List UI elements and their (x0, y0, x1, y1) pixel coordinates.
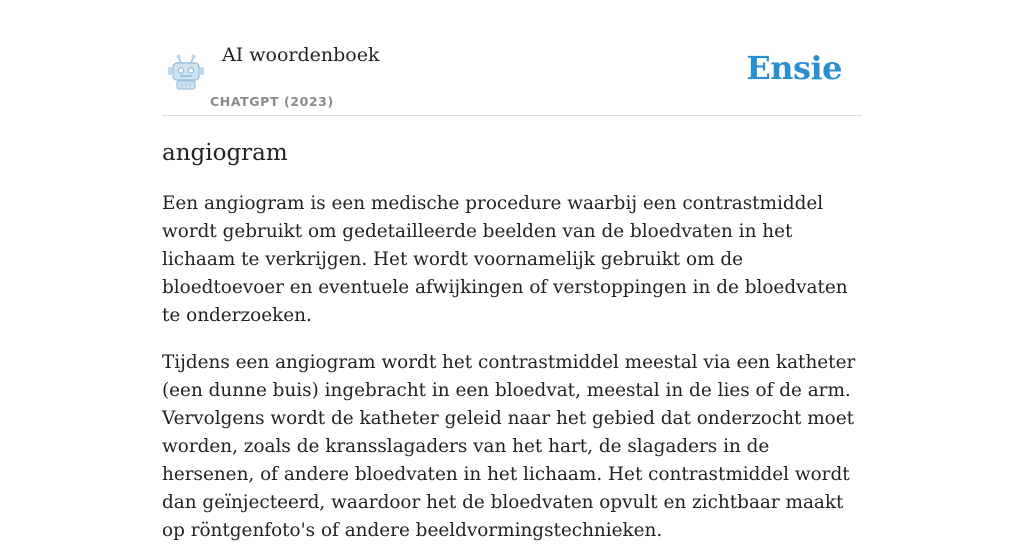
source-subtitle: CHATGPT (2023) (210, 94, 334, 109)
entry-term: angiogram (162, 140, 288, 166)
entry-definition (162, 190, 862, 545)
source-title[interactable]: AI woordenboek (222, 44, 380, 66)
brand-logo[interactable]: Ensie (746, 49, 842, 87)
definition-paragraph: Een angiogram is een medische procedure waarbij een contrastmiddel wordt gebruikt om gedetailleerde beelden van de bloedvaten in het lichaam te verkrijgen. Het wordt voornamelijk gebruikt om de bloedtoevoer en eventuele afwijkingen of verstoppingen in de bloedvaten te onderzoeken. (162, 193, 848, 326)
robot-icon (166, 52, 206, 90)
page (162, 0, 862, 545)
source-header (162, 0, 862, 116)
definition-paragraph: Tijdens een angiogram wordt het contrastmiddel meestal via een katheter (een dunne buis) ingebracht in een bloedvat, meestal in de lies of de arm. Vervolgens wordt de katheter geleid naar het gebied dat onderzocht moet worden, zoals de kransslagaders van het hart, de slagaders in de hersenen, of andere bloedvaten in het lichaam. Het contrastmiddel wordt dan geïnjecteerd, waardoor het de bloedvaten opvult en zichtbaar maakt op röntgenfoto's of andere beeldvormingstechnieken. (162, 352, 856, 541)
